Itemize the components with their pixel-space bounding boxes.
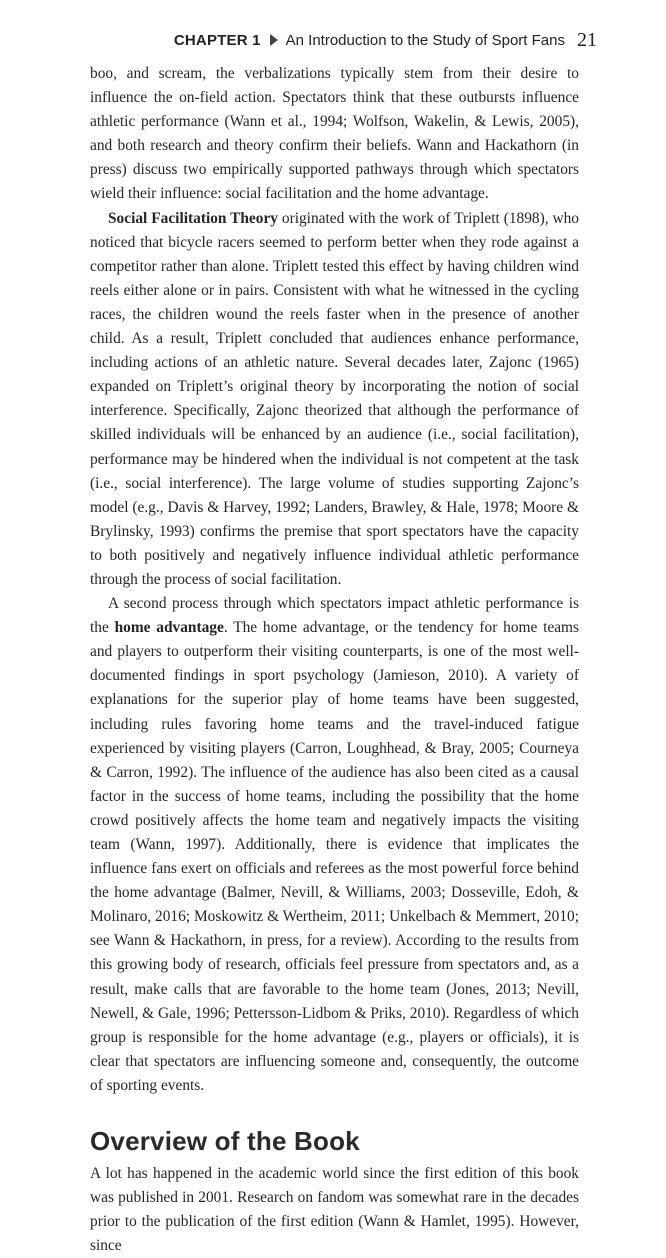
key-term-home-advantage: home advantage [114,619,224,637]
paragraph-1: boo, and scream, the verbalizations typically stem from their desire to influence the on-field action. Spectators think that these outbursts influence athletic performance (Wann et al., 1994; Wolfson, Wakelin, & Lewis, 2005), and both research and theory confirm their beliefs. Wann and Hackathorn (in press) discuss two empirically supported pathways through which spectators wield their influence: social facilitation and the home advantage. [90,65,579,203]
paragraph-3-intro: A second process through which spectators impact athletic performance is the [90,595,579,637]
key-term-social-facilitation: Social Facilitation Theory [108,209,278,227]
section-heading: Overview of the Book [90,1126,360,1157]
chapter-label: CHAPTER 1 [173,32,261,49]
body-text [90,62,579,1258]
paragraph-3-text: . The home advantage, or the tendency for home teams and players to outperform their visiting counterparts, is one of the most well-documented findings in sport psychology (Jamieson, 2010). A variety of explanations for the superior play of home teams have been suggested, including rules favoring home teams and the travel-induced fatigue experienced by visiting players (Carron, Loughhead, & Bray, 2005; Courneya & Carron, 1992). The influence of the audience has also been cited as a causal factor in the success of home teams, including the possibility that the home crowd positively affects the home team and negatively impacts the visiting team (Wann, 1997). Additionally, there is evidence that implicates the influence fans exert on officials and referees as the most powerful force behind the home advantage (Balmer, Nevill, & Williams, 2003; Dosseville, Edoh, & Molinaro, 2016; Moskowitz & Wertheim, 2011; Unkelbach & Memmert, 2010; see Wann & Hackathorn, in press, for a review). According to the results from this growing body of research, officials feel pressure from spectators and, as a result, make calls that are favorable to the home team (Jones, 2013; Nevill, Newell, & Gale, 1996; Pettersson-Lidbom & Priks, 2010). Regardless of which group is responsible for the home advantage (e.g., players or officials), it is clear that spectators are influencing someone and, consequently, the outcome of sporting events. [90,619,580,1094]
page-number: 21 [577,29,597,51]
paragraph-2-text: originated with the work of Triplett (1898), who noticed that bicycle racers seemed to perform better when they rode against a competitor rather than alone. Triplett tested this effect by having children wind reels either alone or in pairs. Consistent with what he witnessed in the cycling races, the children wound the reels faster when in the presence of another child. As a result, Triplett concluded that audiences enhance performance, including actions of an athletic nature. Several decades later, Zajonc (1965) expanded on Triplett’s original theory by incorporating the notion of social interference. Specifically, Zajonc theorized that although the performance of skilled individuals will be enhanced by an audience (i.e., social facilitation), performance may be hindered when the individual is not competent at the task (i.e., social interference). The large volume of studies supporting Zajonc’s model (e.g., Davis & Harvey, 1992; Landers, Brawley, & Hale, 1978; Moore & Brylinsky, 1993) confirms the premise that sport spectators have the capacity to both positively and negatively influence individual athletic performance through the process of social facilitation. [90,209,579,588]
paragraph-2 [90,207,579,593]
chapter-title: An Introduction to the Study of Sport Fans [285,32,565,49]
section-paragraph: A lot has happened in the academic world since the first edition of this book was published in 2001. Research on fandom was somewhat rare in the decades prior to the publication of the first edition (Wann & Hamlet, 1995). However, since [90,1165,579,1255]
triangle-right-icon [270,34,278,46]
running-head [100,30,597,51]
paragraph-3 [90,592,579,1098]
